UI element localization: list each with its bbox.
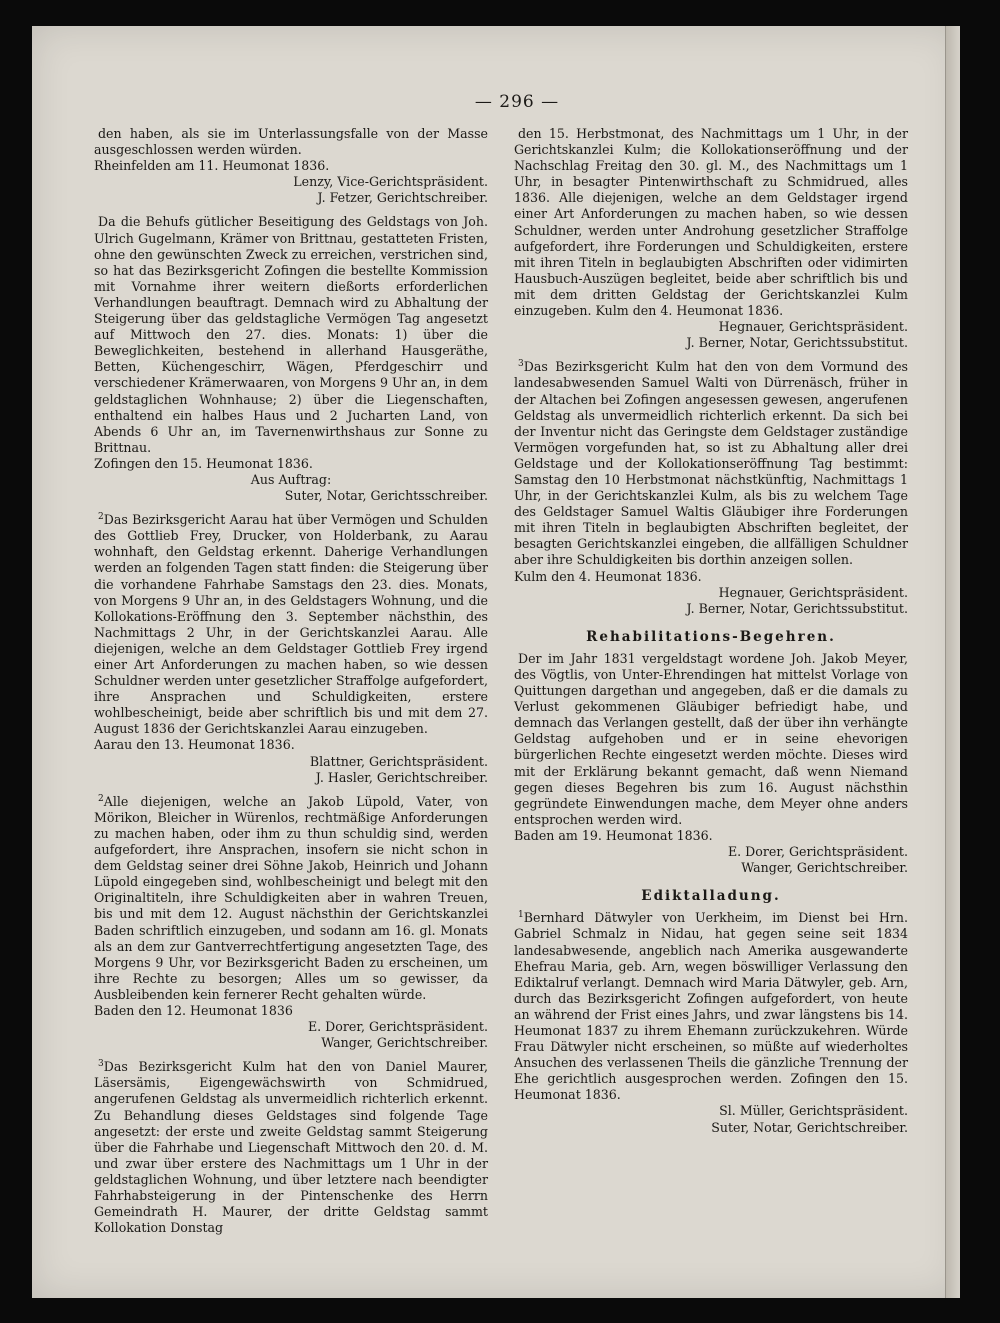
- notice-body-wrapper: [94, 1059, 488, 1236]
- notice-luepold: [94, 794, 488, 1052]
- notice-dateline: Baden am 19. Heumonat 1836.: [514, 827, 713, 843]
- notice-maurer: [94, 1059, 488, 1236]
- notice-dateline: Aarau den 13. Heumonat 1836.: [94, 737, 295, 753]
- notice-body-wrapper: [94, 512, 488, 737]
- notice-signature: Hegnauer, Gerichtspräsident.: [718, 319, 908, 335]
- notice-meyer: [514, 651, 908, 876]
- notice-signature: J. Fetzer, Gerichtschreiber.: [317, 190, 488, 206]
- section-heading-rehabilitation: Rehabilitations-Begehren.: [586, 628, 836, 645]
- notice-dateline: Kulm den 4. Heumonat 1836.: [514, 568, 702, 584]
- notice-signature: Suter, Notar, Gerichtsschreiber.: [284, 488, 488, 504]
- notice-body: Alle diejenigen, welche an Jakob Lüpold, Vater, von Mörikon, Bleicher in Würenlos, rechtmäßige Anforderungen zu machen haben, oder ihm zu thun schuldig sind, werden aufgefordert, ihre Ansprachen, insofern sie nicht schon in dem Geldstag seiner drei Söhne Jakob, Heinrich und Johann Lüpold eingegeben sind, wohlbescheinigt und belegt mit den Originaltiteln, ihre Schuldigkeiten aber in wahren Treuen, bis und mit dem 12. August nächsthin der Gerichtskanzlei Baden schriftlich einzugeben, und sodann am 16. gl. Monats als an dem zur Gantverrechtfertigung angesetzten Tage, des Morgens 9 Uhr, vor Bezirksgericht Baden zu erscheinen, um ihre Rechte zu besorgen; Alles um so gewisser, da Ausbleibenden kein fernerer Recht gehalten würde.: [94, 793, 488, 1002]
- notice-dateline: Rheinfelden am 11. Heumonat 1836.: [94, 158, 330, 174]
- notice-body: Da die Behufs gütlicher Beseitigung des Geldstags von Joh. Ulrich Gugelmann, Krämer von Brittnau, gestatteten Fristen, ohne den gewünschten Zweck zu erreichen, verstrichen sind, so hat das Bezirksgericht Zofingen die bestellte Kommission mit Vornahme ihrer weitern dießorts erforderlichen Verhandlungen beauftragt. Demnach wird zu Abhaltung der Steigerung über das geldstagliche Vermögen Tag angesetzt auf Mittwoch den 27. dies. Monats: 1) über die Beweglichkeiten, bestehend in allerhand Hausgeräthe, Betten, Küchengeschirr, Wägen, Pferdgeschirr und verschiedener Krämerwaaren, von Morgens 9 Uhr an, in dem geldstaglichen Wohnhause; 2) über die Liegenschaften, enthaltend ein halbes Haus und 2 Jucharten Land, von Abends 6 Uhr an, im Tavernenwirthshaus zur Sonne zu Brittnau.: [94, 214, 488, 455]
- notice-signature: Aus Auftrag:: [250, 471, 332, 487]
- notice-body: Das Bezirksgericht Aarau hat über Vermögen und Schulden des Gottlieb Frey, Drucker, von Holderbank, zu Aarau wohnhaft, den Geldstag erkennt. Daherige Verhandlungen werden an folgenden Tagen statt finden: die Steigerung über die vorhandene Fahrhabe Samstags den 23. dies. Monats, von Morgens 9 Uhr an, in des Geldstagers Wohnung, und die Kollokations-Eröffnung den 3. September nächsthin, des Nachmittags 2 Uhr, in der Gerichtskanzlei Aarau. Alle diejenigen, welche an dem Geldstager Gottlieb Frey irgend einer Art Anforderungen zu machen haben, so wie dessen Schuldner werden unter gesetzlicher Straffolge aufgefordert, ihre Ansprachen und Schuldigkeiten, erstere wohlbescheinigt, beide aber schriftlich bis und mit dem 27. August 1836 der Gerichtskanzlei Aarau einzugeben.: [94, 512, 488, 737]
- left-column: [94, 126, 488, 1244]
- page-edge: [945, 26, 960, 1298]
- notice-body: Das Bezirksgericht Kulm hat den von dem Vormund des landesabwesenden Samuel Walti von Dürrenäsch, früher in der Altachen bei Zofingen angesessen gewesen, angerufenen Geldstag als unvermeidlich richterlich erkennt. Da sich bei der Inventur nicht das Geringste dem Geldstager zuständige Vermögen vorgefunden hat, so ist zu Abhaltung aller drei Geldstage und der Kollokationseröffnung Tag bestimmt: Samstag den 10 Herbstmonat nächstkünftig, Nachmittags 1 Uhr, in der Gerichtskanzlei Kulm, als bis zu welchem Tage des Geldstager Samuel Waltis Gläubiger ihre Forderungen mit ihren Titeln in beglaubigten Abschriften begleitet, der besagten Gerichtskanzlei eingeben, die allfälligen Schuldner aber ihre Schuldigkeiten bis dorthin anzeigen sollen.: [514, 359, 908, 568]
- notice-body: Das Bezirksgericht Kulm hat den von Daniel Maurer, Läsersämis, Eigengewächswirth von Schmidrued, angerufenen Geldstag als unvermeidlich richterlich erkennt. Zu Behandlung dieses Geldstages sind folgende Tage angesetzt: der erste und zweite Geldstag sammt Steigerung über die Fahrhabe und Liegenschaft Mittwoch den 20. d. M. und zwar über erstere des Nachmittags um 1 Uhr in der geldstaglichen Wohnung, und über letztere nach beendigter Fahrhabsteigerung in der Pintenschenke des Herrn Gemeindrath H. Maurer, der dritte Geldstag sammt Kollokation Donstag: [94, 1059, 488, 1236]
- right-column: [514, 126, 908, 1144]
- footnote-marker: 2: [98, 793, 104, 804]
- notice-signature: Blattner, Gerichtspräsident.: [309, 753, 488, 769]
- notice-daetwyler: [514, 910, 908, 1135]
- notice-body-wrapper: [94, 794, 488, 1003]
- section-heading-edictal: Ediktalladung.: [641, 888, 781, 905]
- notice-walti: [514, 359, 908, 617]
- notice-body-wrapper: [514, 359, 908, 568]
- notice-signature: Wanger, Gerichtschreiber.: [321, 1035, 488, 1051]
- footnote-marker: 3: [98, 1059, 104, 1070]
- notice-maurer-continued: [514, 126, 908, 351]
- notice-signature: E. Dorer, Gerichtspräsident.: [727, 844, 908, 860]
- notice-signature: J. Hasler, Gerichtschreiber.: [315, 769, 488, 785]
- notice-body: den haben, als sie im Unterlassungsfalle von der Masse ausgeschlossen werden würden.: [94, 126, 488, 158]
- notice-rheinfelden: [94, 126, 488, 206]
- notice-body: Der im Jahr 1831 vergeldstagt wordene Joh. Jakob Meyer, des Vögtlis, von Unter-Ehrendingen hat mittelst Vorlage von Quittungen dargethan und angegeben, daß er die damals zu Verlust gekommenen Gläubiger befriedigt habe, und demnach das Verlangen gestellt, daß der über ihn verhängte Geldstag aufgehoben und er in seine ehevorigen bürgerlichen Rechte eingesetzt werden möchte. Dieses wird mit der Erklärung bekannt gemacht, daß wenn Niemand gegen dieses Begehren bis zum 16. August nächsthin gegründete Einwendungen mache, dem Meyer ohne anders entsprochen werden wird.: [514, 650, 908, 827]
- notice-body: den 15. Herbstmonat, des Nachmittags um 1 Uhr, in der Gerichtskanzlei Kulm; die Kollokationseröffnung und der Nachschlag Freitag den 30. gl. M., des Nachmittags um 1 Uhr, in besagter Pintenwirthschaft zu Schmidrued, alles 1836. Alle diejenigen, welche an dem Geldstager irgend einer Art Anforderungen zu machen haben, so wie dessen Schuldner, werden unter Androhung gesetzlicher Straffolge aufgefordert, ihre Forderungen und Schuldigkeiten, erstere mit ihren Titeln in beglaubigten Abschriften oder vidimirten Hausbuch-Auszügen begleitet, beide aber schriftlich bis und mit dem dritten Geldstag der Gerichtskanzlei Kulm einzugeben. Kulm den 4. Heumonat 1836.: [514, 126, 908, 319]
- notice-body: Bernhard Dätwyler von Uerkheim, im Dienst bei Hrn. Gabriel Schmalz in Nidau, hat gegen seine seit 1834 landesabwesende, angeblich nach Amerika ausgewanderte Ehefrau Maria, geb. Arn, wegen böswilliger Verlassung den Ediktalruf verlangt. Demnach wird Maria Dätwyler, geb. Arn, durch das Bezirksgericht Zofingen aufgefordert, von heute an während der Frist eines Jahrs, und zwar längstens bis 14. Heumonat 1837 zu ihrem Ehemann zurückzukehren. Würde Frau Dätwyler nicht erscheinen, so müßte auf wiederholtes Ansuchen des verlassenen Theils die gänzliche Trennung der Ehe gerichtlich ausgesprochen werden. Zofingen den 15. Heumonat 1836.: [514, 910, 908, 1103]
- footnote-marker: 2: [98, 511, 104, 522]
- notice-signature: Suter, Notar, Gerichtschreiber.: [711, 1119, 908, 1135]
- notice-signature: E. Dorer, Gerichtspräsident.: [307, 1019, 488, 1035]
- newspaper-page: [32, 26, 960, 1298]
- notice-dateline: Zofingen den 15. Heumonat 1836.: [94, 455, 313, 471]
- notice-frey: [94, 512, 488, 786]
- notice-signature: J. Berner, Notar, Gerichtssubstitut.: [686, 600, 908, 616]
- notice-signature: Lenzy, Vice-Gerichtspräsident.: [293, 174, 488, 190]
- notice-gugelmann: [94, 214, 488, 504]
- notice-signature: Wanger, Gerichtschreiber.: [741, 860, 908, 876]
- page-number: — 296 —: [474, 92, 560, 112]
- notice-dateline: Baden den 12. Heumonat 1836: [94, 1002, 293, 1018]
- footnote-marker: 3: [518, 359, 524, 370]
- footnote-marker: 1: [518, 910, 524, 921]
- notice-signature: J. Berner, Notar, Gerichtssubstitut.: [686, 335, 908, 351]
- notice-signature: Sl. Müller, Gerichtspräsident.: [719, 1103, 908, 1119]
- notice-signature: Hegnauer, Gerichtspräsident.: [718, 584, 908, 600]
- notice-body-wrapper: [514, 910, 908, 1103]
